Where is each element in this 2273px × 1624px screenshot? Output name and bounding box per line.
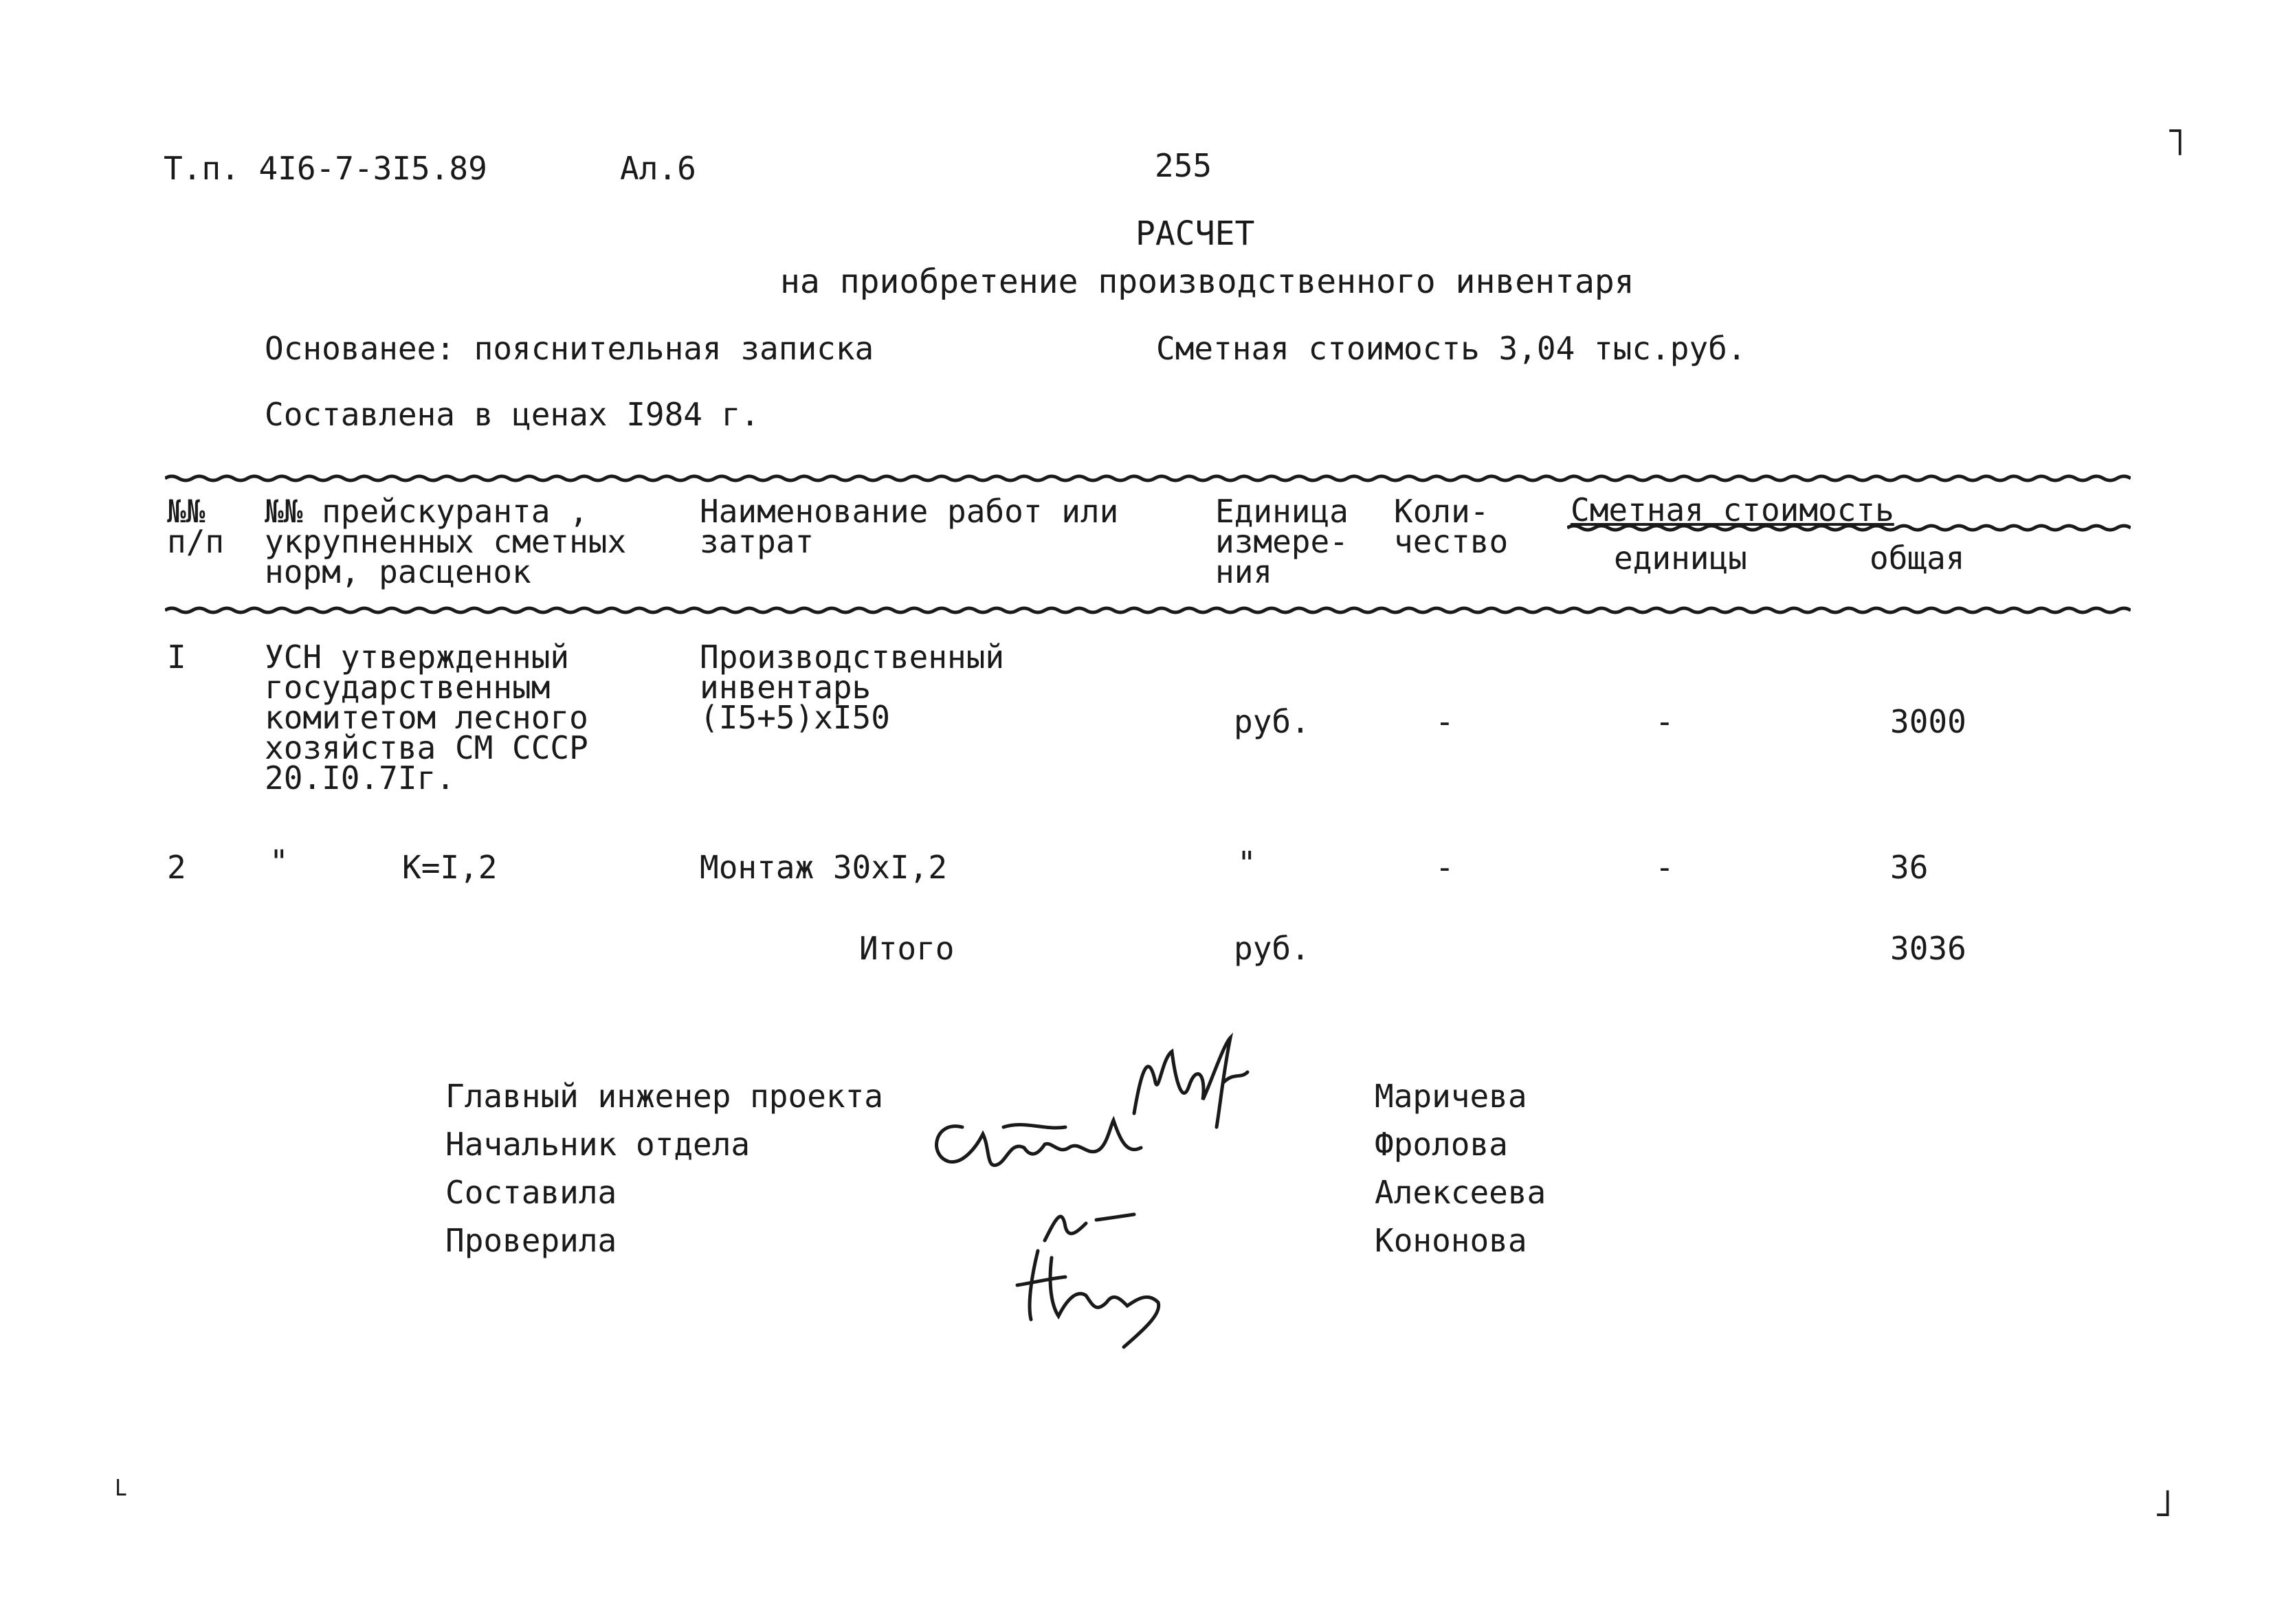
total-unit: руб. [1234,930,1310,967]
basis-line: Основанее: пояснительная записка [265,330,874,367]
row2-cost-unit: - [1655,849,1674,886]
signature-department-head [921,1100,1155,1189]
name-frolova: Фролова [1375,1126,1508,1163]
row2-num: 2 [167,849,186,886]
header-cost-unit: единицы [1614,540,1747,577]
total-label: Итого [859,930,955,967]
header-name: Наименование работ или затрат [700,493,1119,560]
role-chief-engineer: Главный инженер проекта [445,1078,883,1115]
row1-cost-total: 3000 [1890,703,1966,740]
corner-mark-bottom-left: ˪ [110,1460,133,1505]
row1-cost-unit: - [1655,703,1674,740]
row2-name: Монтаж 30xI,2 [700,849,948,886]
document-title: РАСЧЕТ [1135,214,1255,253]
row2-unit: " [1237,845,1256,882]
row1-unit: руб. [1234,703,1310,740]
album-number: Ал.6 [620,150,696,187]
signature-checked-by [1010,1237,1189,1354]
row2-qty: - [1435,849,1454,886]
header-pricelist: №№ прейскуранта , укрупненных сметных норм, расценок [265,493,627,590]
total-value: 3036 [1890,930,1966,967]
row1-num: I [167,638,186,676]
name-marichieva: Маричева [1375,1078,1527,1115]
role-compiled-by: Составила [445,1174,617,1211]
estimated-cost-line: Сметная стоимость 3,04 тыс.руб. [1156,330,1747,367]
table-header-bottom-rule [165,605,2131,616]
header-cost-total: общая [1870,540,1965,577]
document-subtitle: на приобретение производственного инвентаря [780,263,1634,301]
prices-year-line: Составлена в ценах I984 г. [265,396,760,433]
header-num: №№ п/п [167,493,225,560]
row1-name: Производственный инвентарь (I5+5)xI50 [700,638,1005,736]
row2-cost-total: 36 [1890,849,1929,886]
row2-coef: К=I,2 [402,849,498,886]
row1-qty: - [1435,703,1454,740]
page-number: 255 [1155,147,1212,184]
header-unit: Единица измере- ния [1215,493,1349,590]
row1-pricelist: УСН утвержденный государственным комитетом лесного хозяйства СМ СССР 20.I0.7Iг. [265,638,588,797]
header-qty: Коли- чество [1394,493,1509,560]
role-checked-by: Проверила [445,1222,617,1259]
name-alekseeva: Алексеева [1375,1174,1546,1211]
name-kononova: Кононова [1375,1222,1527,1259]
header-cost-group: Сметная стоимость [1571,491,1894,529]
role-department-head: Начальник отдела [445,1126,751,1163]
corner-mark-top-right: ˥ [2164,120,2187,165]
row2-pricelist: " [269,843,289,880]
corner-mark-bottom-right: ˩ [2151,1481,2175,1526]
doc-code: Т.п. 4I6-7-3I5.89 [164,150,487,187]
table-top-rule [165,473,2131,484]
